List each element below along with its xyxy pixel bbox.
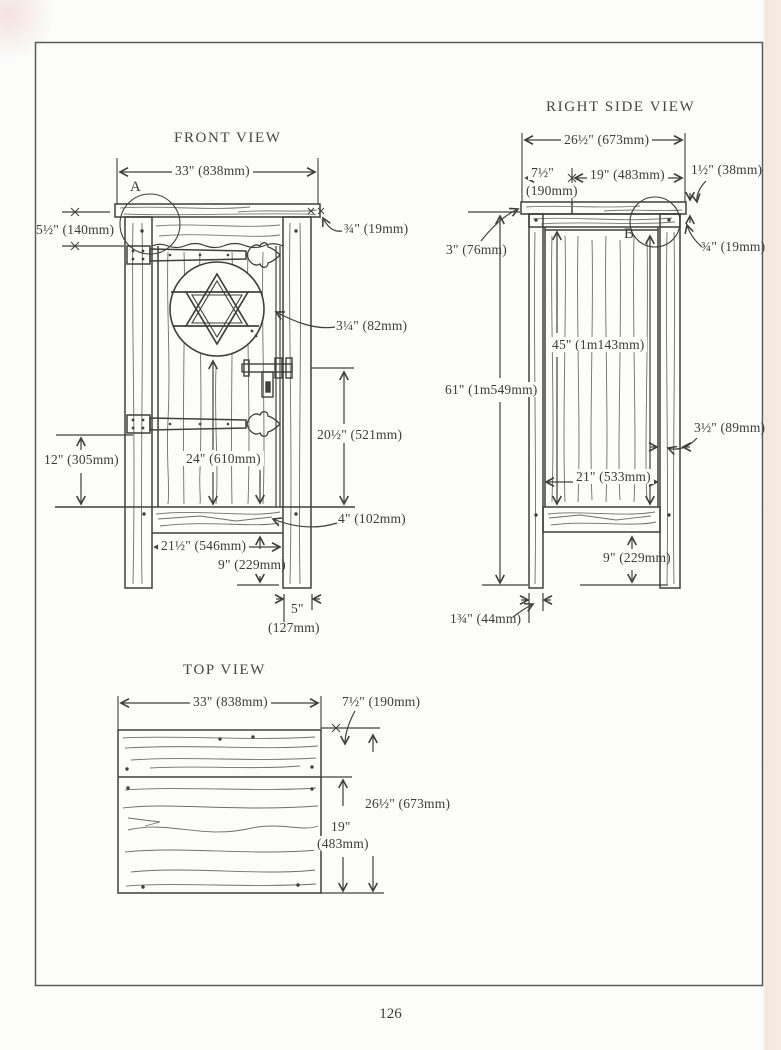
dim-side-panel-height: 45" (1m143mm) — [549, 337, 647, 352]
dim-top-back-depth-in: 19" — [328, 819, 354, 834]
detail-callout-b: B — [624, 226, 635, 242]
dim-side-front-leg-depth: 1¾" (44mm) — [450, 611, 522, 626]
dim-side-leg-height: 9" (229mm) — [603, 550, 671, 565]
dim-side-back-leg-depth: 3½" (89mm) — [694, 420, 766, 435]
dim-front-window-offset: 3¼" (82mm) — [336, 318, 408, 333]
dim-side-top-front-in: 7½" — [528, 165, 557, 180]
page-number: 126 — [379, 1006, 402, 1022]
dim-front-hinge-to-rail: 12" (305mm) — [41, 452, 122, 467]
dim-front-door-height: 24" (610mm) — [183, 451, 264, 466]
dim-side-board-thickness: ¾" (19mm) — [701, 239, 766, 254]
dim-top-front-depth: 7½" (190mm) — [342, 694, 421, 709]
dim-front-leg-height: 9" (229mm) — [218, 557, 286, 572]
dim-top-total-depth: 26½" (673mm) — [362, 796, 453, 811]
dim-side-top-front-mm: (190mm) — [523, 183, 581, 198]
dim-side-overhang: 3" (76mm) — [446, 242, 507, 257]
dim-top-back-depth-mm: (483mm) — [314, 836, 372, 851]
dim-side-depth-top: 26½" (673mm) — [561, 132, 652, 147]
dim-side-top-back: 19" (483mm) — [587, 167, 668, 182]
front-view-title: FRONT VIEW — [174, 130, 282, 146]
dim-front-top-section: 5½" (140mm) — [36, 222, 115, 237]
top-view-structure — [118, 696, 321, 893]
dim-front-leg-width-mm: (127mm) — [268, 620, 320, 635]
dim-front-leg-width-in: 5" — [291, 601, 304, 616]
latch-bolt — [242, 358, 292, 397]
dim-side-total-height: 61" (1m549mm) — [442, 382, 540, 397]
dim-front-width: 33" (838mm) — [172, 163, 253, 178]
side-view-title: RIGHT SIDE VIEW — [546, 99, 696, 115]
dim-side-top-thickness: 1½" (38mm) — [691, 162, 763, 177]
dim-front-latch-to-rail: 20½" (521mm) — [317, 427, 403, 442]
top-view-title: TOP VIEW — [183, 662, 266, 678]
dim-side-inner-depth: 21" (533mm) — [573, 469, 654, 484]
dim-front-top-thickness: ¾" (19mm) — [344, 221, 409, 236]
detail-callout-a: A — [130, 179, 142, 195]
dim-front-rail-height: 4" (102mm) — [338, 511, 406, 526]
front-view-dimensions — [56, 194, 354, 622]
side-view-structure — [521, 133, 686, 588]
dim-front-inner-width: 21½" (546mm) — [158, 538, 249, 553]
dim-top-width: 33" (838mm) — [190, 694, 271, 709]
